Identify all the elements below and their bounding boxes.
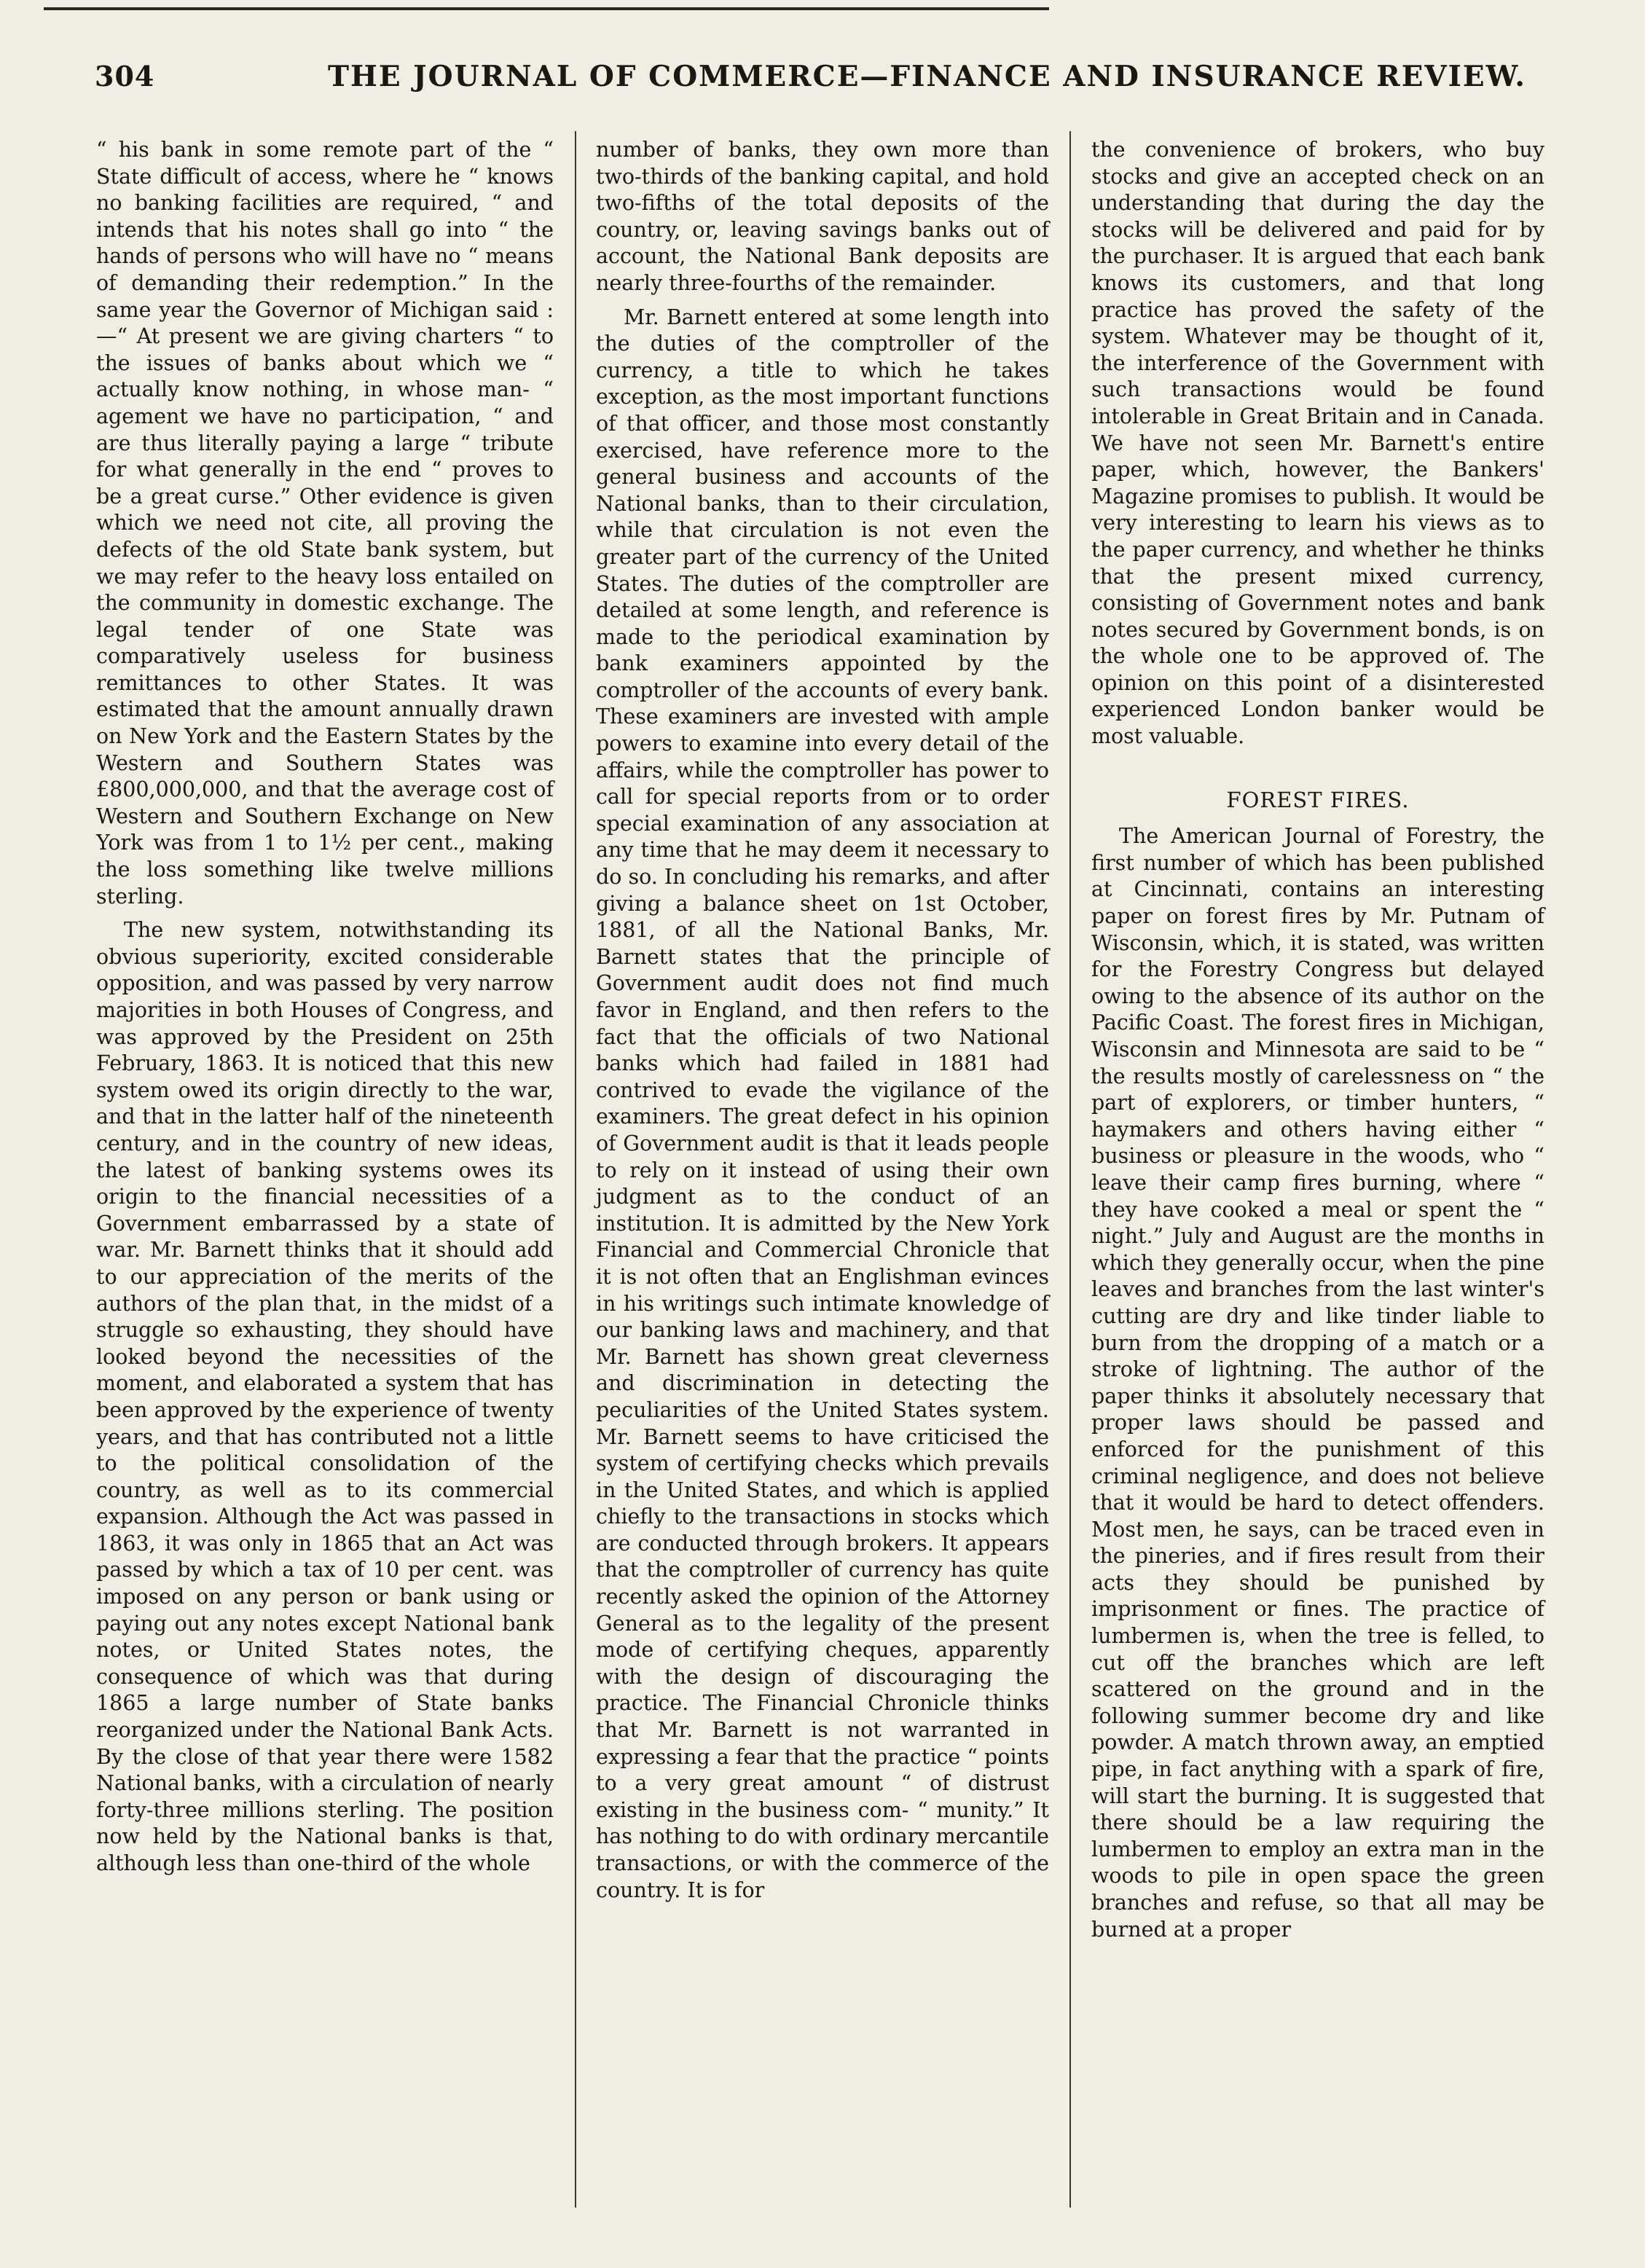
paragraph: number of banks, they own more than two-thirds of the banking capital, and hold two-fifths of the total deposits of the country, or, leaving savings banks out of account, the National Bank deposits are nearly three-fourths of the remainder.: [596, 138, 1049, 295]
running-title: THE JOURNAL OF COMMERCE—FINANCE AND INSURANCE REVIEW.: [328, 60, 1526, 93]
paragraph: The new system, notwithstanding its obvious superiority, excited considerable opposition, and was passed by very narrow majorities in both Houses of Congress, and was approved by the President on 25th February, 1863. It is noticed that this new system owed its origin directly to the war, and that in the latter half of the nineteenth century, and in the country of new ideas, the latest of banking systems owes its origin to the financial necessities of a Government embarrassed by a state of war. Mr. Barnett thinks that it should add to our appreciation of the merits of the authors of the plan that, in the midst of a struggle so exhausting, they should have looked beyond the necessities of the moment, and elaborated a system that has been approved by the experience of twenty years, and that has contributed not a little to the political consolidation of the country, as well as to its commercial expansion. Although the Act was passed in 1863, it was only in 1865 that an Act was passed by which a tax of 10 per cent. was imposed on any person or bank using or paying out any notes except National bank notes, or United States notes, the consequence of which was that during 1865 a large number of State banks reorganized under the National Bank Acts. By the close of that year there were 1582 National banks, with a circulation of nearly forty-three millions sterling. The position now held by the National banks is that, although less than one-third of the whole: [96, 918, 554, 1875]
top-rule: [44, 7, 1049, 10]
page-number: 304: [95, 60, 155, 93]
column-1: [96, 137, 554, 1877]
page-header: [95, 60, 1544, 103]
column-3: [1091, 137, 1544, 1943]
column-divider: [575, 131, 576, 2208]
paragraph: “ his bank in some remote part of the “ State difficult of access, where he “ knows no banking facilities are required, “ and intends that his notes shall go into “ the hands of persons who will have no “ means of demanding their redemption.” In the same year the Governor of Michigan said :—“ At present we are giving charters “ to the issues of banks about which we “ actually know nothing, in whose man- “ agement we have no participation, “ and are thus literally paying a large “ tribute for what generally in the end “ proves to be a great curse.” Other evidence is given which we need not cite, all proving the defects of the old State bank system, but we may refer to the heavy loss entailed on the community in domestic exchange. The legal tender of one State was comparatively useless for business remittances to other States. It was estimated that the amount annually drawn on New York and the Eastern States by the Western and Southern States was £800,000,000, and that the average cost of Western and Southern Exchange on New York was from 1 to 1½ per cent., making the loss something like twelve millions sterling.: [96, 138, 554, 909]
column-2: [596, 137, 1049, 1904]
paragraph: the convenience of brokers, who buy stocks and give an accepted check on an understanding that during the day the stocks will be delivered and paid for by the purchaser. It is argued that each bank knows its customers, and that long practice has proved the safety of the system. Whatever may be thought of it, the interference of the Government with such transactions would be found intolerable in Great Britain and in Canada. We have not seen Mr. Barnett's entire paper, which, however, the Bankers' Magazine promises to publish. It would be very interesting to learn his views as to the paper currency, and whether he thinks that the present mixed currency, consisting of Government notes and bank notes secured by Government bonds, is on the whole one to be approved of. The opinion on this point of a disinterested experienced London banker would be most valuable.: [1091, 138, 1544, 749]
section-heading: FOREST FIRES.: [1226, 787, 1410, 812]
paragraph: The American Journal of Forestry, the first number of which has been published at Cincinnati, contains an interesting paper on forest fires by Mr. Putnam of Wisconsin, which, it is stated, was written for the Forestry Congress but delayed owing to the absence of its author on the Pacific Coast. The forest fires in Michigan, Wisconsin and Minnesota are said to be “ the results mostly of carelessness on “ the part of explorers, or timber hunters, “ haymakers and others having either “ business or pleasure in the woods, who “ leave their camp fires burning, where “ they have cooked a meal or spent the “ night.” July and August are the months in which they generally occur, when the pine leaves and branches from the last winter's cutting are dry and like tinder liable to burn from the dropping of a match or a stroke of lightning. The author of the paper thinks it absolutely necessary that proper laws should be passed and enforced for the punishment of this criminal negligence, and does not believe that it would be hard to detect offenders. Most men, he says, can be traced even in the pineries, and if fires result from their acts they should be punished by imprisonment or fines. The practice of lumbermen is, when the tree is felled, to cut off the branches which are left scattered on the ground and in the following summer become dry and like powder. A match thrown away, an emptied pipe, in fact anything with a spark of fire, will start the burning. It is suggested that there should be a law requiring the lumbermen to employ an extra man in the woods to pile in open space the green branches and refuse, so that all may be burned at a proper: [1091, 824, 1544, 1942]
paragraph: Mr. Barnett entered at some length into the duties of the comptroller of the currency, a title to which he takes exception, as the most important functions of that officer, and those most constantly exercised, have reference more to the general business and accounts of the National banks, than to their circulation, while that circulation is not even the greater part of the currency of the United States. The duties of the comptroller are detailed at some length, and reference is made to the periodical examination by bank examiners appointed by the comptroller of the accounts of every bank. These examiners are invested with ample powers to examine into every detail of the affairs, while the comptroller has power to call for special reports from or to order special examination of any association at any time that he may deem it necessary to do so. In concluding his remarks, and after giving a balance sheet on 1st October, 1881, of all the National Banks, Mr. Barnett states that the principle of Government audit does not find much favor in England, and then refers to the fact that the officials of two National banks which had failed in 1881 had contrived to evade the vigilance of the examiners. The great defect in his opinion of Government audit is that it leads people to rely on it instead of using their own judgment as to the conduct of an institution. It is admitted by the New York Financial and Commercial Chronicle that it is not often that an Englishman evinces in his writings such intimate knowledge of our banking laws and machinery, and that Mr. Barnett has shown great cleverness and discrimination in detecting the peculiarities of the United States system. Mr. Barnett seems to have criticised the system of certifying checks which prevails in the United States, and which is applied chiefly to the transactions in stocks which are conducted through brokers. It appears that the comptroller of currency has quite recently asked the opinion of the Attorney General as to the legality of the present mode of certifying cheques, apparently with the design of discouraging the practice. The Financial Chronicle thinks that Mr. Barnett is not warranted in expressing a fear that the practice “ points to a very great amount “ of distrust existing in the business com- “ munity.” It has nothing to do with ordinary mercantile transactions, or with the commerce of the country. It is for: [596, 305, 1049, 1902]
column-divider: [1069, 131, 1071, 2208]
